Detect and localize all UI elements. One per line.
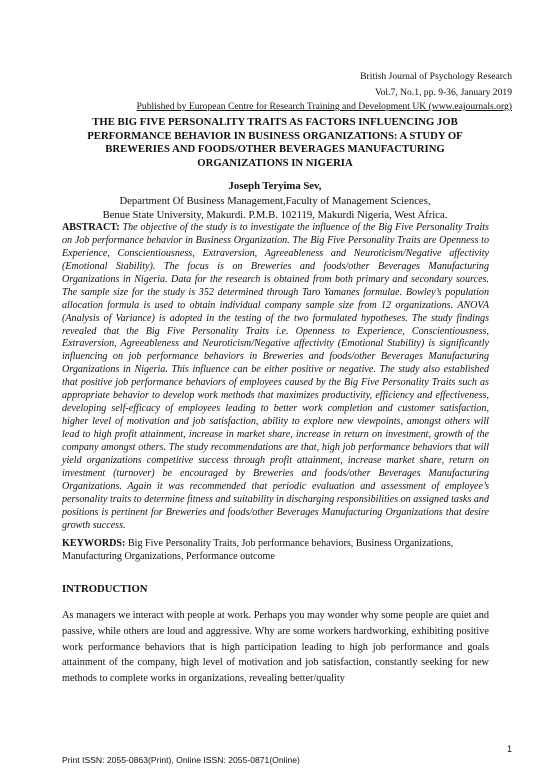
publisher-line: Published by European Centre for Research Training and Development UK (www.eajournals.org) bbox=[136, 101, 512, 112]
author-name: Joseph Teryima Sev, bbox=[228, 180, 322, 192]
issn-footer: Print ISSN: 2055-0863(Print), Online ISSN: 2055-0871(Online) bbox=[62, 755, 300, 765]
title-line: BREWERIES AND FOODS/OTHER BEVERAGES MANUFACTURING bbox=[105, 143, 445, 155]
title-line: ORGANIZATIONS IN NIGERIA bbox=[197, 156, 353, 169]
author-affiliation bbox=[70, 194, 480, 222]
title-line: PERFORMANCE BEHAVIOR IN BUSINESS ORGANIZATIONS: A STUDY OF bbox=[87, 129, 463, 142]
title-line: THE BIG FIVE PERSONALITY TRAITS AS FACTORS INFLUENCING JOB bbox=[92, 116, 458, 128]
page-number: 1 bbox=[506, 744, 512, 754]
journal-name: British Journal of Psychology Research bbox=[360, 71, 512, 82]
volume-info: Vol.7, No.1, pp. 9-36, January 2019 bbox=[374, 87, 512, 98]
paper-title bbox=[72, 116, 478, 170]
affiliation-line: Department Of Business Management,Faculty of Management Sciences, bbox=[119, 195, 431, 207]
introduction-paragraph: As managers we interact with people at work. Perhaps you may wonder why some people are quiet and passive, while others are loud and aggressive. Why are some workers hardworking, exhibiting positive work performance behaviors that is high participation leading to high job performance and goals attainment of the company, high level of motivation and job satisfaction, constantly seeking for new methods to complete works in organizations, revealing better/quality bbox=[62, 610, 489, 685]
abstract-label: ABSTRACT: bbox=[62, 222, 120, 233]
affiliation-line: Benue State University, Makurdi. P.M.B. 102119, Makurdi Nigeria, West Africa. bbox=[102, 209, 448, 221]
keywords bbox=[62, 537, 489, 563]
keywords-label: KEYWORDS: bbox=[62, 538, 126, 549]
keywords-text: Big Five Personality Traits, Job performance behaviors, Business Organizations, Manufacturing Organizations, Performance outcome bbox=[62, 538, 454, 562]
section-heading: INTRODUCTION bbox=[62, 583, 148, 595]
abstract bbox=[62, 222, 489, 533]
abstract-text: The objective of the study is to investigate the influence of the Big Five Personality Traits on Job performance behavior in Business Organization. The Big Five Personality Traits are Openness to Experience, Conscientiousness, Extraversion, Agreeableness and Neuroticism/Negative affectivity (Emotional Stability). The focus is on Breweries and foods/other Beverages Manufacturing Organizations in Nigeria. Data for the research is obtained from both primary and secondary sources. The sample size for the study is 352 determined through Taro Yamanes formulae. Bowley’s population allocation formula is used to obtain individual company sample size from 12 organizations. ANOVA (Analysis of Variance) is adopted in the testing of the two formulated hypotheses. The study findings revealed that the Big Five Personality Traits i.e. Openness to Experience, Conscientiousness, Extraversion, Agreeableness and Neuroticism/Negative affectivity (Emotional Stability) is significantly influencing on job performance behaviors in Breweries and foods/other Beverages Manufacturing Organizations in Nigeria. This influence can be either positive or negative. The study also established that positive job performance behaviors of employees caused by the Big Five Personality Traits such as appropriate behavior to develop work methods that maximizes productivity, efficiency and effectiveness, developing self-efficacy of employees leading to better work completion and customer satisfaction, higher level of motivation and job satisfaction, ability to explore new viewpoints, amongst others will lead to high profit attainment, increase in market share, increase in return on investment, growth of the company amongst others. The study recommendations are that, high job performance behaviors that will yield organizations competitive success through profit attainment, increase market share, return on investment (turnover) be encouraged by Breweries and foods/other Beverages Manufacturing Organizations. Again it was recommended that periodic evaluation and assessment of employee’s personality traits to determine fitness and suitability in discharging responsibilities on assigned tasks and positions is pertinent for Breweries and foods/other Beverages Manufacturing Organizations that desire growth success. bbox=[62, 222, 489, 531]
